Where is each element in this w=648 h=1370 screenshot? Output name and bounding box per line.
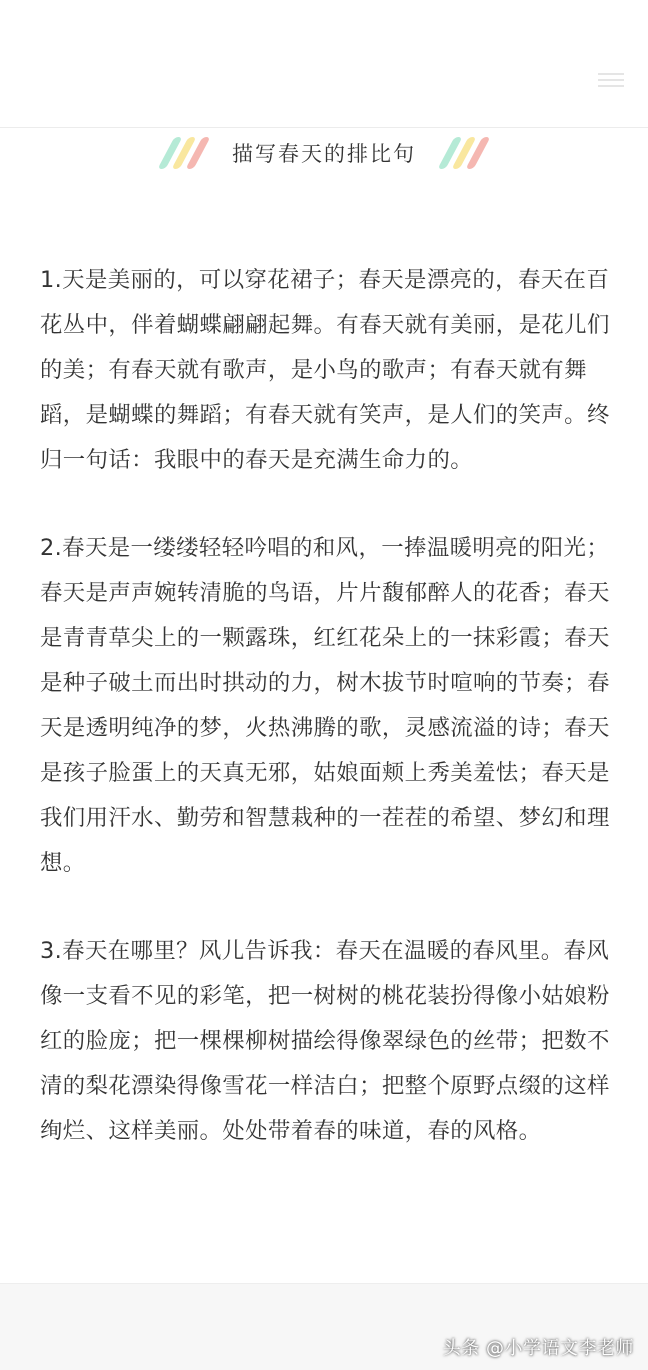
heading-title: 描写春天的排比句 [232, 142, 416, 166]
more-icon[interactable] [596, 70, 626, 90]
section-heading [0, 128, 648, 178]
paragraph-1: 1.天是美丽的，可以穿花裙子；春天是漂亮的，春天在百花丛中，伴着蝴蝶翩翩起舞。有春天就有美丽，是花儿们的美；有春天就有歌声，是小鸟的歌声；有春天就有舞蹈，是蝴蝶的舞蹈；有春天就有笑声，是人们的笑声。终归一句话：我眼中的春天是充满生命力的。 [40, 267, 610, 473]
paragraph-3: 3.春天在哪里？风儿告诉我：春天在温暖的春风里。春风像一支看不见的彩笔，把一树树的桃花装扮得像小姑娘粉红的脸庞；把一棵棵柳树描绘得像翠绿色的丝带；把数不清的梨花漂染得像雪花一样洁白；把整个原野点缀的这样绚烂、这样美丽。处处带着春的味道，春的风格。 [40, 938, 610, 1144]
decorative-stripes-left [166, 137, 202, 169]
footer-bar [0, 1283, 648, 1370]
paragraph-2: 2.春天是一缕缕轻轻吟唱的和风，一捧温暖明亮的阳光；春天是声声婉转清脆的鸟语，片片馥郁醉人的花香；春天是青青草尖上的一颗露珠，红红花朵上的一抹彩霞；春天是种子破土而出时拱动的力，树木拔节时喧响的节奏；春天是透明纯净的梦，火热沸腾的歌，灵感流溢的诗；春天是孩子脸蛋上的天真无邪，姑娘面颊上秀美羞怯；春天是我们用汗水、勤劳和智慧栽种的一茬茬的希望、梦幻和理想。 [40, 535, 610, 876]
source-watermark: 头条 @小学语文李老师 [442, 1338, 634, 1359]
article-body [40, 258, 612, 1197]
top-bar [0, 0, 648, 128]
decorative-stripes-right [446, 137, 482, 169]
